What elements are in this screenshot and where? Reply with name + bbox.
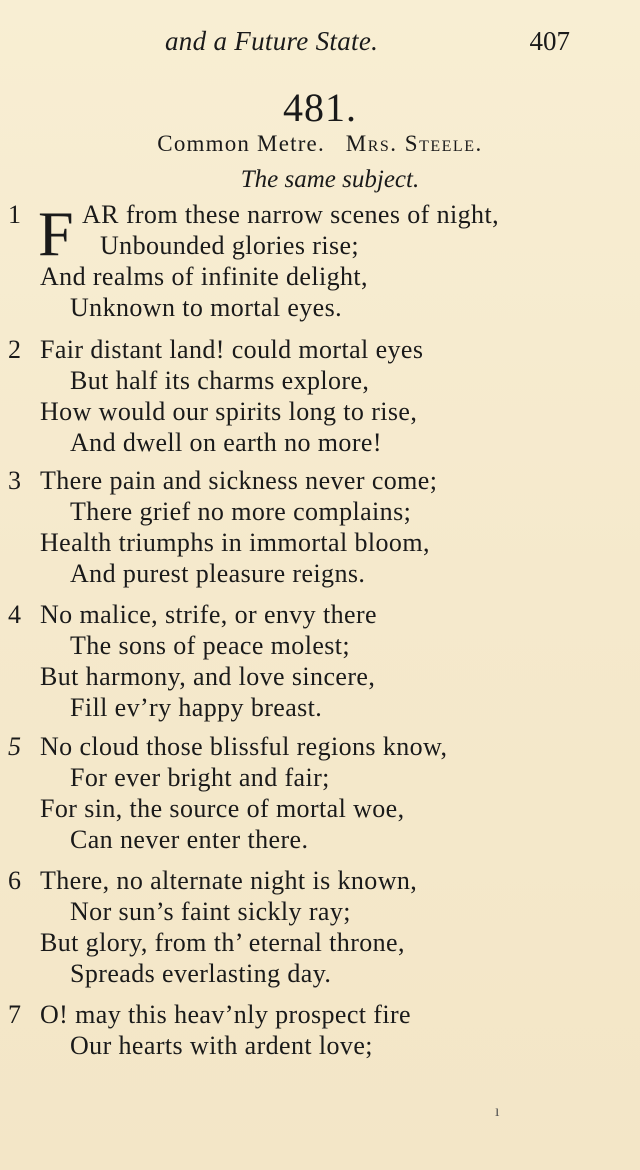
stanza-number: 3 bbox=[8, 466, 21, 495]
stanza-number: 1 bbox=[8, 200, 21, 229]
meter-label: Common Metre. bbox=[157, 131, 325, 156]
verse-line: AR from these narrow scenes of night, bbox=[82, 200, 499, 229]
verse-line: For sin, the source of mortal woe, bbox=[40, 794, 405, 823]
verse-line: Unbounded glories rise; bbox=[100, 231, 360, 260]
stanza-number: 2 bbox=[8, 335, 21, 364]
verse-line: No malice, strife, or envy there bbox=[40, 600, 377, 629]
stanza-number: 5 bbox=[8, 732, 21, 761]
running-head bbox=[0, 26, 640, 66]
meter-line bbox=[0, 131, 640, 157]
stanza-number: 4 bbox=[8, 600, 21, 629]
stanza-number: 7 bbox=[8, 1000, 21, 1029]
verse-line: Spreads everlasting day. bbox=[70, 959, 332, 988]
verse-line: There, no alternate night is known, bbox=[40, 866, 418, 895]
verse-line: And dwell on earth no more! bbox=[70, 428, 382, 457]
verse-line: There grief no more complains; bbox=[70, 497, 412, 526]
verse-line: Fair distant land! could mortal eyes bbox=[40, 335, 424, 364]
verse-line: No cloud those blissful regions know, bbox=[40, 732, 448, 761]
verse-line: Nor sun’s faint sickly ray; bbox=[70, 897, 351, 926]
hymn-number: 481. bbox=[283, 85, 357, 130]
printer-mark: ı bbox=[495, 1103, 500, 1120]
verse-line: For ever bright and fair; bbox=[70, 763, 330, 792]
verse-line: Can never enter there. bbox=[70, 825, 309, 854]
verse-line: The sons of peace molest; bbox=[70, 631, 351, 660]
verse-line: Our hearts with ardent love; bbox=[70, 1031, 373, 1060]
page-number: 407 bbox=[529, 26, 570, 56]
verse-line: How would our spirits long to rise, bbox=[40, 397, 418, 426]
verse-line: And purest pleasure reigns. bbox=[70, 559, 366, 588]
drop-cap: F bbox=[38, 198, 74, 269]
verse-line: But harmony, and love sincere, bbox=[40, 662, 376, 691]
verse-line: But half its charms explore, bbox=[70, 366, 370, 395]
author-name: Mrs. Steele. bbox=[345, 131, 483, 156]
verse-line: There pain and sickness never come; bbox=[40, 466, 438, 495]
verse-line: O! may this heav’nly prospect fire bbox=[40, 1000, 411, 1029]
stanza-number: 6 bbox=[8, 866, 21, 895]
running-title: and a Future State. bbox=[165, 26, 379, 56]
verse-line: But glory, from th’ eternal throne, bbox=[40, 928, 405, 957]
verse-line: Unknown to mortal eyes. bbox=[70, 293, 343, 322]
verse-line: And realms of infinite delight, bbox=[40, 262, 368, 291]
subject-line: The same subject. bbox=[240, 166, 420, 193]
verse-line: Fill ev’ry happy breast. bbox=[70, 693, 323, 722]
verse-line: Health triumphs in immortal bloom, bbox=[40, 528, 430, 557]
